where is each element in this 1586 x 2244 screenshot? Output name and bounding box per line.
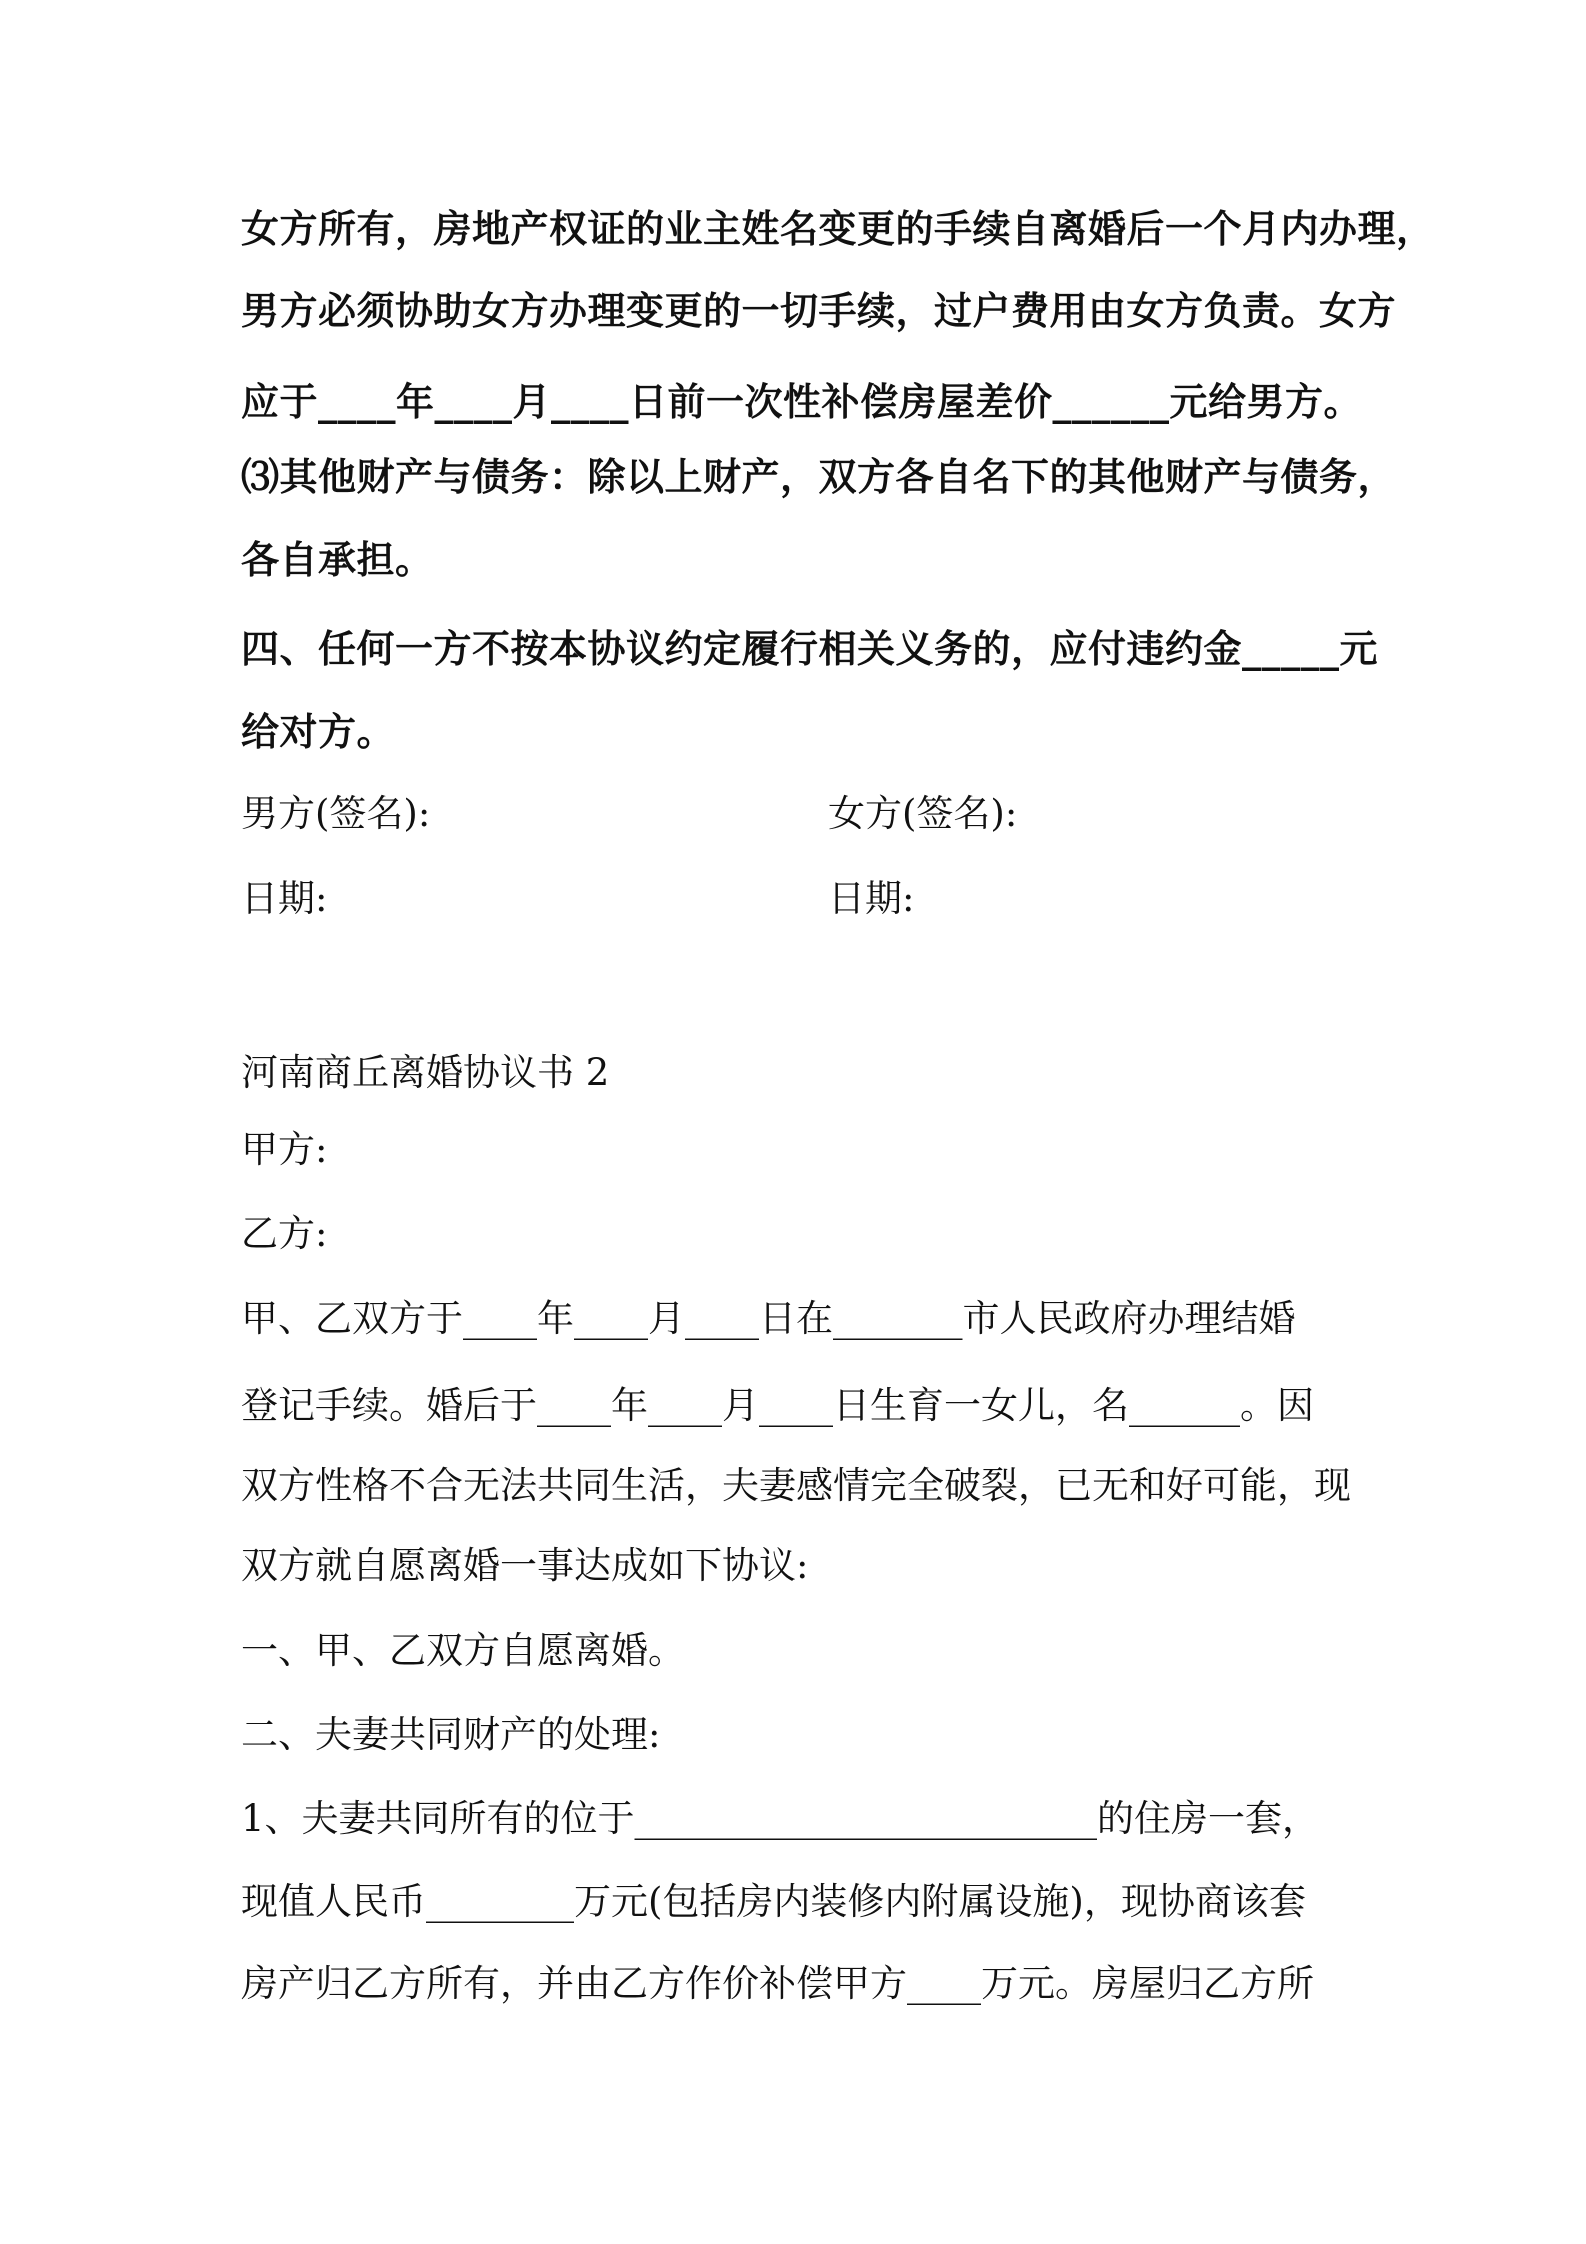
female-date-label: 日期: (828, 877, 915, 920)
male-date-label: 日期: (241, 877, 328, 920)
paragraph-line: 1、夫妻共同所有的位于_________________________的住房一套， (241, 1797, 1320, 1840)
paragraph-line: 男方必须协助女方办理变更的一切手续，过户费用由女方负责。女方 (241, 289, 1397, 333)
paragraph-line: 女方所有，房地产权证的业主姓名变更的手续自离婚后一个月内办理， (241, 207, 1435, 251)
party-a-label: 甲方: (241, 1128, 328, 1171)
paragraph-line: 甲、乙双方于____年____月____日在_______市人民政府办理结婚 (241, 1297, 1296, 1340)
paragraph-line: 房产归乙方所有，并由乙方作价补偿甲方____万元。房屋归乙方所 (241, 1962, 1314, 2005)
paragraph-line: 双方性格不合无法共同生活，夫妻感情完全破裂，已无和好可能，现 (241, 1464, 1351, 1507)
paragraph-line: 双方就自愿离婚一事达成如下协议: (241, 1544, 809, 1587)
paragraph-line: ⑶其他财产与债务：除以上财产，双方各自名下的其他财产与债务， (241, 455, 1397, 499)
paragraph-line: 各自承担。 (241, 538, 434, 582)
document-title: 河南商丘离婚协议书 2 (241, 1051, 610, 1094)
paragraph-line: 二、夫妻共同财产的处理: (241, 1713, 661, 1756)
paragraph-line: 四、任何一方不按本协议约定履行相关义务的，应付违约金_____元 (241, 627, 1379, 671)
paragraph-line: 应于____年____月____日前一次性补偿房屋差价______元给男方。 (241, 380, 1363, 424)
paragraph-line: 现值人民币________万元(包括房内装修内附属设施)，现协商该套 (241, 1880, 1306, 1923)
paragraph-line: 一、甲、乙双方自愿离婚。 (241, 1629, 685, 1672)
party-b-label: 乙方: (241, 1212, 328, 1255)
female-signature-label: 女方(签名): (828, 792, 1018, 835)
paragraph-line: 给对方。 (241, 710, 396, 754)
paragraph-line: 登记手续。婚后于____年____月____日生育一女儿，名______。因 (241, 1384, 1314, 1427)
male-signature-label: 男方(签名): (241, 792, 431, 835)
